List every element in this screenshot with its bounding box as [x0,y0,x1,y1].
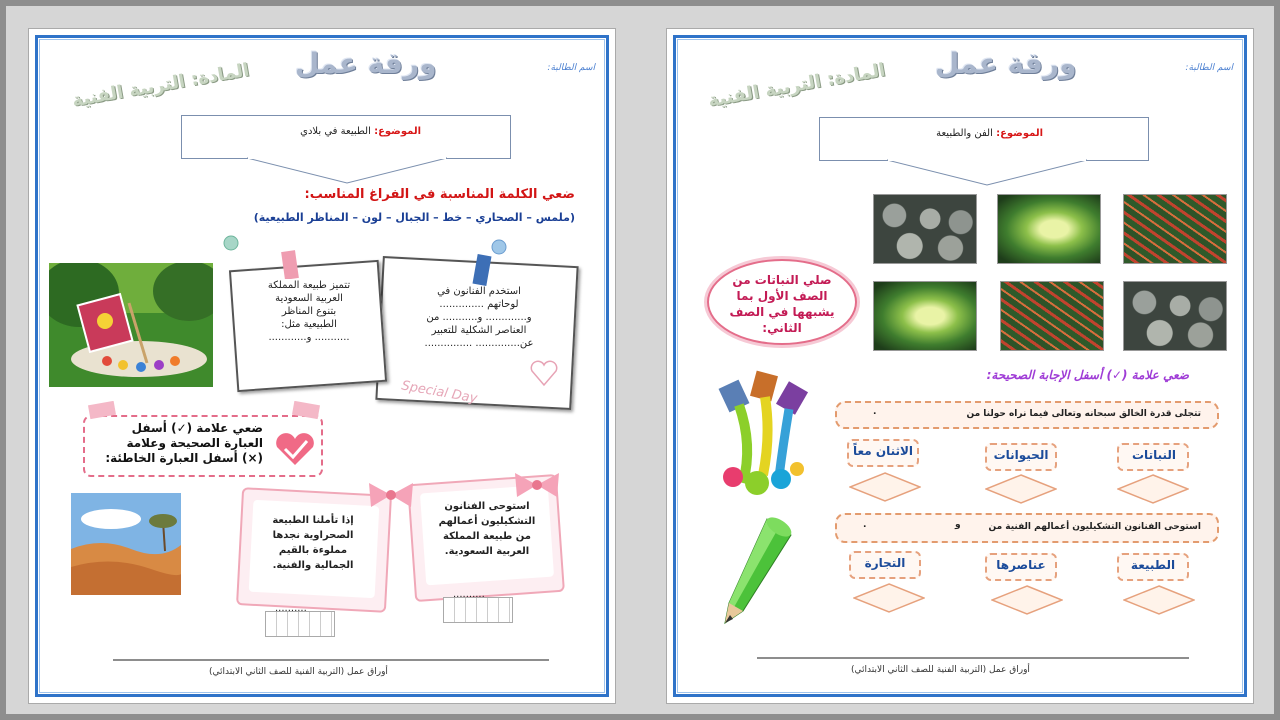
plant-image-cactus [873,194,977,264]
pushpin-icon [453,237,509,289]
plant-image-green-leaf-2 [873,281,977,351]
word-bank: (ملمس – الصحاري – خط – الجبال – لون – المناظر الطبيعية) [253,211,575,224]
note-artists-text: استخدم الفنانون في لوحاتهم .............. و............. و........... من العناصر الشكلية للتعبير عن.............. ............... [424,286,534,349]
topic-label: الموضوع: [374,126,421,137]
worksheet-page-art-and-nature [666,28,1254,704]
answer-slot-desert[interactable] [265,611,335,637]
worksheet-title: ورقة عمل [935,47,1077,80]
answer-diamond-both[interactable] [849,472,921,502]
answer-blank-desert: .......... [275,603,307,614]
footer-divider [757,657,1189,659]
desert-landscape-image [71,493,181,595]
topic-line [300,126,421,137]
footer-text: أوراق عمل (التربية الفنية للصف الثاني الابتدائي) [851,665,1030,675]
choice-elements-label: عناصرها [996,558,1046,572]
plant-image-cactus-2 [1123,281,1227,351]
choice-nature-label: الطبيعة [1130,558,1176,572]
answer-diamond-elements[interactable] [991,585,1063,615]
question-b-blank: . [863,520,867,530]
topic-box [819,117,1149,161]
question-check-title: ضعي علامة (✓) أسفل الإجابة الصحيحة: [986,368,1189,382]
heart-outline-icon [529,359,559,387]
answer-blank-artists: .......... [453,589,485,600]
worksheet-canvas [6,6,1274,714]
easel-garden-image [49,263,213,387]
statement-card-artists-text: استوحى الفنانون التشكيليون أعمالهم من طبيعة المملكة العربية السعودية. [438,501,536,557]
note-kingdom-text: تتميز طبيعة المملكة العربية السعودية بتنوع المناظر الطبيعية مثل: ........... و............ [267,280,351,343]
plant-image-green-leaf [997,194,1101,264]
heart-check-icon [273,433,317,467]
footer-divider [113,659,549,661]
topic-arrow-icon [247,157,447,185]
question-b-and: و [955,520,961,530]
answer-diamond-plants[interactable] [1117,474,1189,504]
choice-animals-label: الحيوانات [993,448,1049,462]
subject-label: المادة: التربية الفنية [706,59,887,112]
green-pencil-icon [721,511,801,631]
ribbon-bow-icon [509,467,565,503]
worksheet-title: ورقة عمل [295,47,437,80]
topic-label: الموضوع: [996,128,1043,139]
topic-arrow-icon [887,159,1087,187]
worksheet-page-nature-in-my-country [28,28,616,704]
topic-line [936,128,1043,139]
statement-card-desert-text: إذا تأملنا الطبيعة الصحراوية نجدها مملوءة بالقيم الجمالية والفنية. [272,515,354,571]
choice-both-label: الاثنان معاً [852,444,914,458]
paint-buckets-icon [713,365,813,497]
special-day-stamp: Special Day [400,378,479,407]
question-b-text: استوحى الفنانون التشكيليون أعمالهم الفنية من [988,522,1201,532]
plant-image-croton [1123,194,1227,264]
question-a-blank: . [873,407,877,417]
pushpin-icon-2 [219,233,309,279]
student-name-label: اسم الطالبة: [547,63,595,73]
true-false-instruction-text: ضعي علامة (✓) أسفل العبارة الصحيحة وعلامة (×) أسفل العبارة الخاطئة: [105,421,263,465]
matching-instruction-text: صلي النباتات من الصف الأول بما يشبهها في الصف الثاني: [729,273,835,335]
ribbon-bow-icon-2 [363,477,419,513]
student-name-label: اسم الطالبة: [1185,63,1233,73]
question-a-text: تتجلى قدرة الخالق سبحانه وتعالى فيما نراه حولنا من [966,409,1201,419]
choice-trade-label: التجارة [864,556,906,570]
topic-box [181,115,511,159]
topic-value: الفن والطبيعة [936,128,993,139]
choice-plants-label: النباتات [1132,448,1176,462]
plant-image-croton-2 [1000,281,1104,351]
answer-diamond-animals[interactable] [985,474,1057,504]
answer-diamond-nature[interactable] [1123,585,1195,615]
answer-slot-artists[interactable] [443,597,513,623]
topic-value: الطبيعة في بلادي [300,126,371,137]
question-fill-blank-title: ضعي الكلمة المناسبة في الفراغ المناسب: [304,187,575,202]
subject-label: المادة: التربية الفنية [70,59,251,112]
answer-diamond-trade[interactable] [853,583,925,613]
tape-icon [81,401,327,421]
footer-text: أوراق عمل (التربية الفنية للصف الثاني الابتدائي) [209,667,388,677]
